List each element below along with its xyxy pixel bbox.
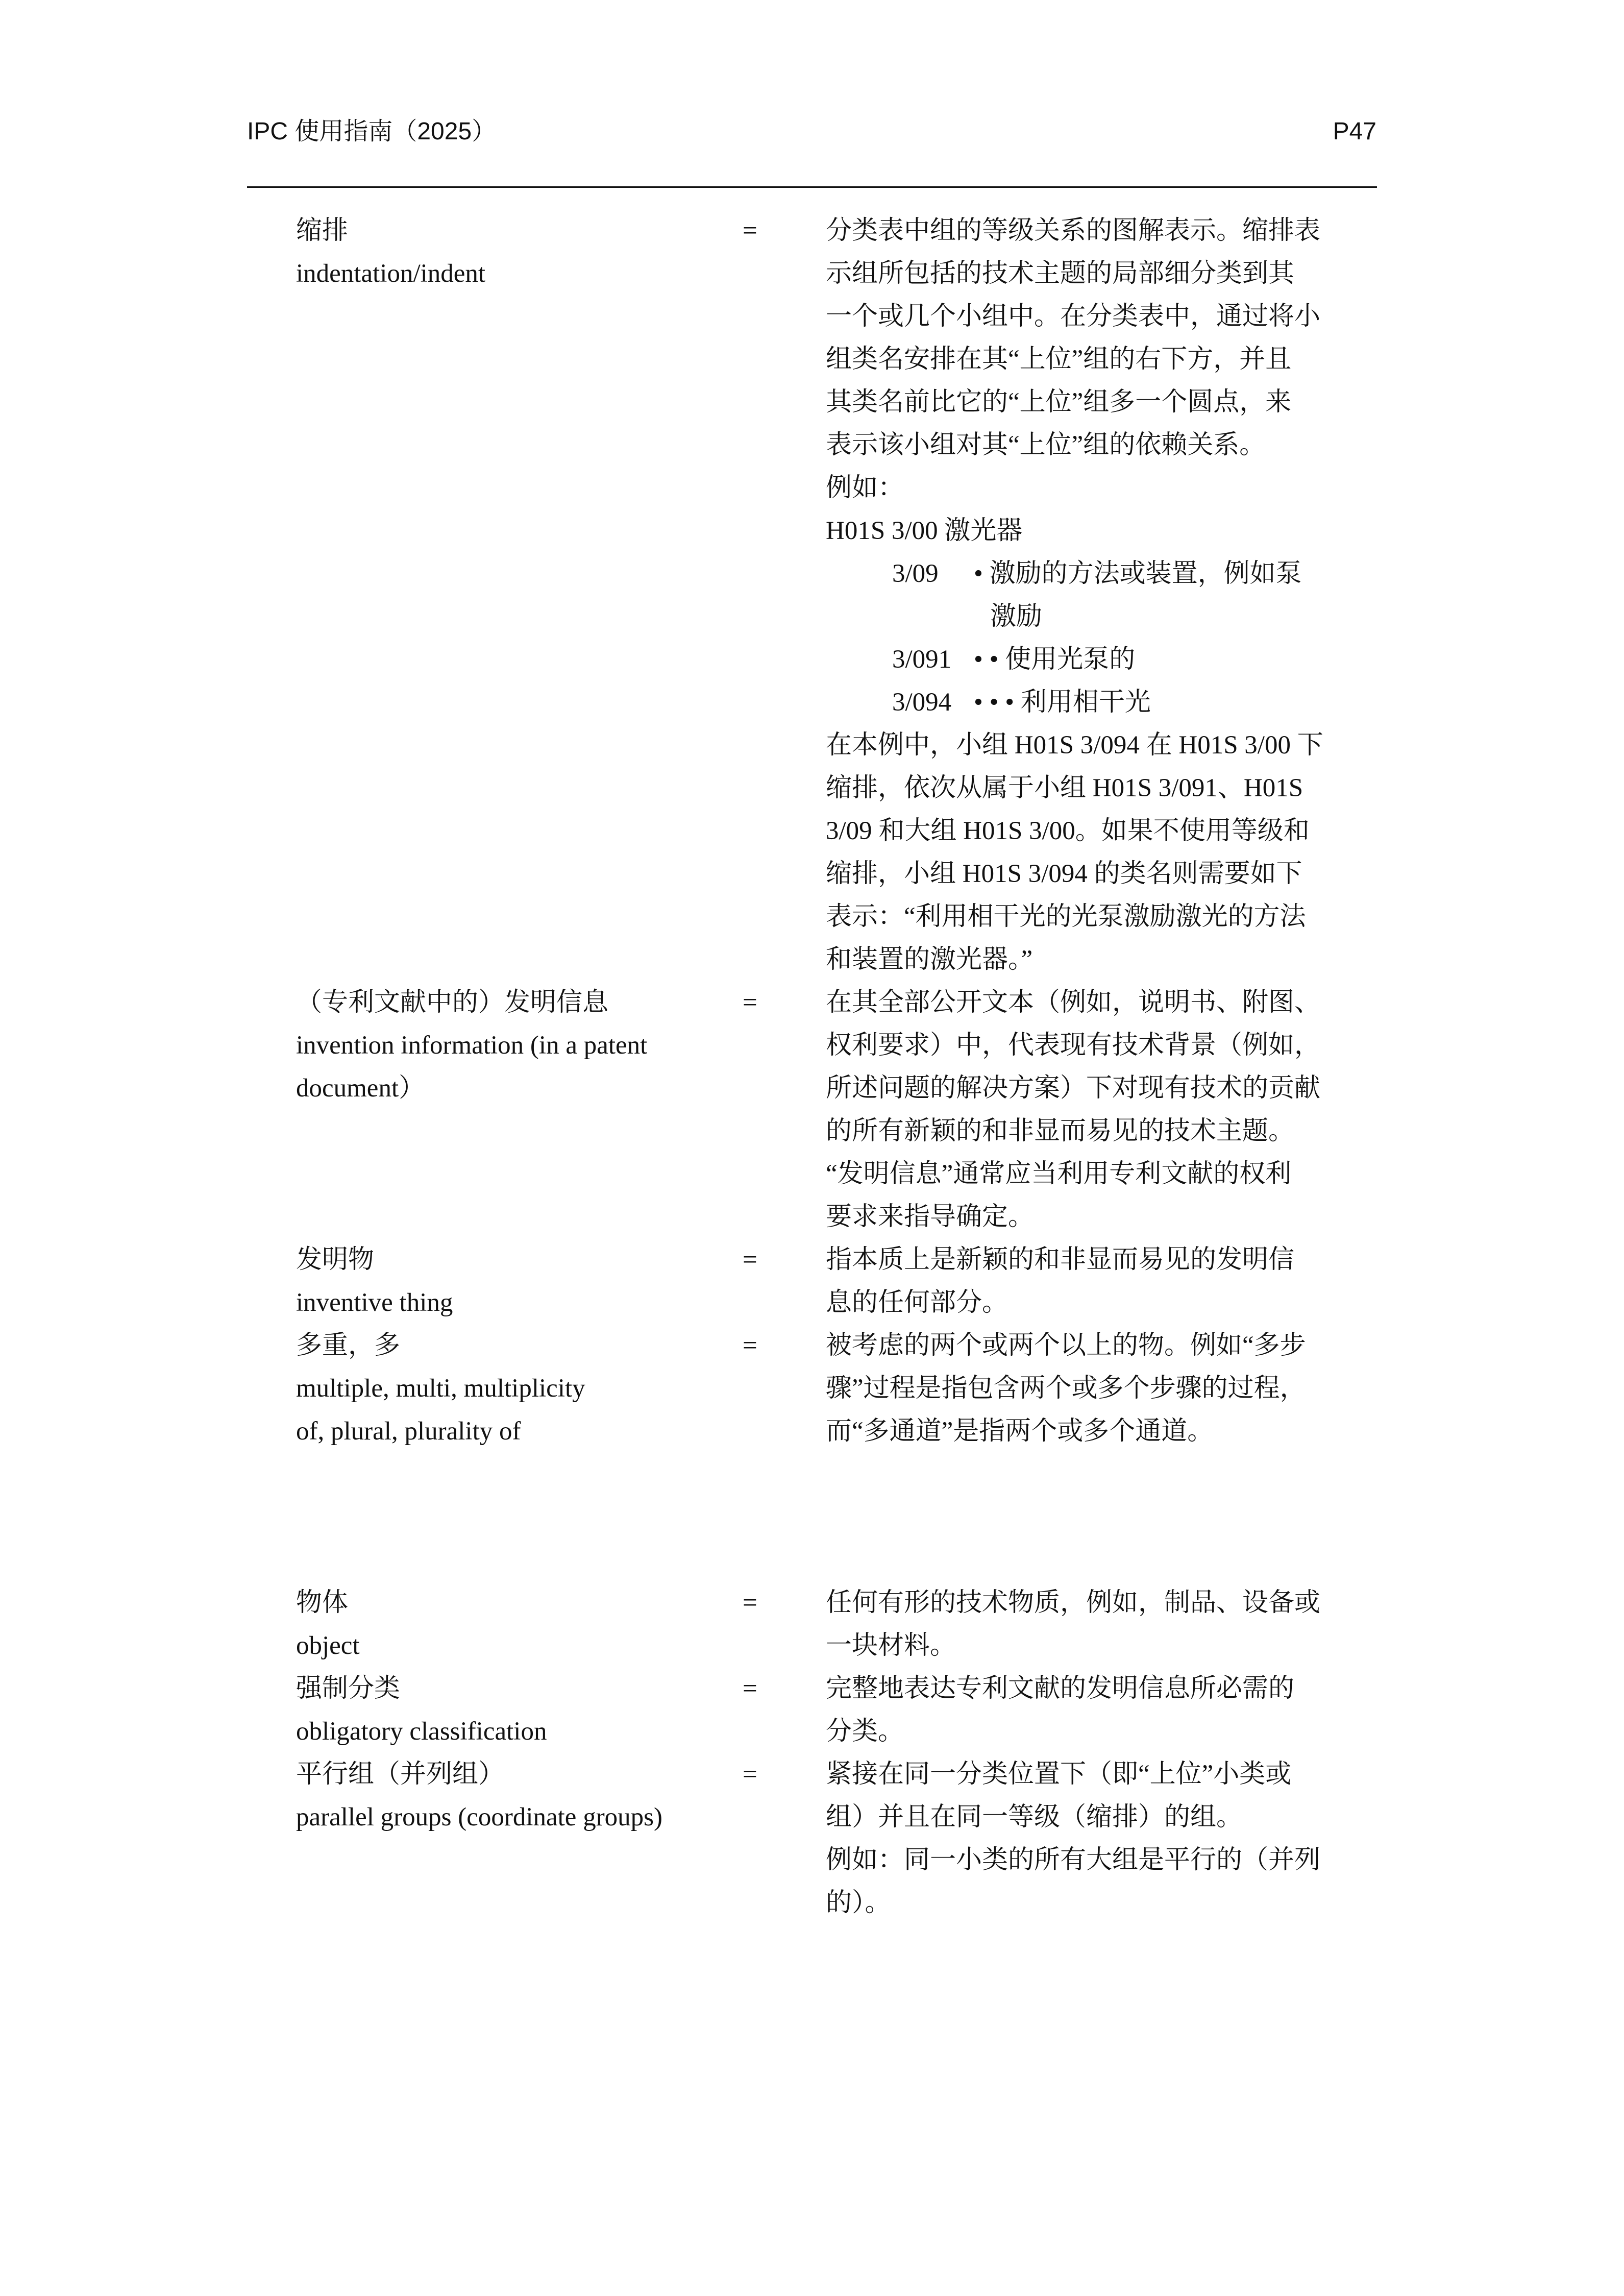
definition-line: 示组所包括的技术主题的局部细分类到其 (826, 259, 1295, 288)
definition-line: 分类。 (826, 1717, 904, 1746)
definition-line: 例如： (826, 474, 904, 502)
definition-line: 的）。 (826, 1889, 891, 1917)
definition-line: 缩排，依次从属于小组 H01S 3/091、H01S (826, 774, 1303, 802)
example-subgroup-title: • • • 利用相干光 (974, 688, 1151, 717)
definition-line: 要求来指导确定。 (826, 1203, 1035, 1231)
term-en: multiple, multi, multiplicity (296, 1374, 585, 1403)
term-cn: 发明物 (296, 1245, 375, 1274)
example-subgroup-code: 3/094 (892, 688, 952, 717)
definition-line: 的所有新颖的和非显而易见的技术主题。 (826, 1117, 1295, 1145)
definition-line: 指本质上是新颖的和非显而易见的发明信 (826, 1245, 1295, 1274)
definition-line: 例如：同一小类的所有大组是平行的（并列 (826, 1846, 1321, 1874)
term-en: of, plural, plurality of (296, 1417, 521, 1446)
term-cn: 物体 (296, 1589, 349, 1617)
header-rule (247, 186, 1377, 188)
equals-sign: = (743, 216, 757, 245)
definition-line: 权利要求）中，代表现有技术背景（例如， (826, 1031, 1321, 1060)
term-en: inventive thing (296, 1288, 453, 1317)
running-header-title: IPC 使用指南（2025） (247, 118, 497, 145)
term-en: object (296, 1631, 360, 1660)
example-subgroup-title: • 激励的方法或装置，例如泵 (974, 559, 1302, 588)
definition-line: 组类名安排在其“上位”组的右下方，并且 (826, 345, 1292, 374)
term-cn: 缩排 (296, 216, 349, 245)
equals-sign: = (743, 1331, 757, 1360)
definition-line: “发明信息”通常应当利用专利文献的权利 (826, 1160, 1292, 1188)
definition-line: 任何有形的技术物质，例如，制品、设备或 (826, 1589, 1321, 1617)
definition-line: 缩排，小组 H01S 3/094 的类名则需要如下 (826, 860, 1302, 888)
example-main-group: H01S 3/00 激光器 (826, 517, 1023, 545)
definition-line: 完整地表达专利文献的发明信息所必需的 (826, 1674, 1295, 1703)
equals-sign: = (743, 1674, 757, 1703)
definition-line: 分类表中组的等级关系的图解表示。缩排表 (826, 216, 1321, 245)
definition-line: 息的任何部分。 (826, 1288, 1008, 1317)
term-en: document） (296, 1074, 425, 1103)
definition-line: 而“多通道”是指两个或多个通道。 (826, 1417, 1214, 1446)
page-number: P47 (1333, 118, 1376, 145)
definition-line: 紧接在同一分类位置下（即“上位”小类或 (826, 1760, 1292, 1789)
term-en: obligatory classification (296, 1717, 547, 1746)
definition-line: 和装置的激光器。” (826, 945, 1033, 974)
definition-line: 在其全部公开文本（例如，说明书、附图、 (826, 988, 1321, 1017)
definition-line: 被考虑的两个或两个以上的物。例如“多步 (826, 1331, 1306, 1360)
definition-line: 组）并且在同一等级（缩排）的组。 (826, 1803, 1243, 1831)
equals-sign: = (743, 988, 757, 1017)
definition-line: 一块材料。 (826, 1631, 956, 1660)
equals-sign: = (743, 1245, 757, 1274)
definition-line: 其类名前比它的“上位”组多一个圆点，来 (826, 388, 1292, 417)
equals-sign: = (743, 1760, 757, 1789)
term-cn: 平行组（并列组） (296, 1760, 505, 1789)
term-en: parallel groups (coordinate groups) (296, 1803, 663, 1831)
term-cn: （专利文献中的）发明信息 (296, 988, 609, 1017)
term-cn: 强制分类 (296, 1674, 401, 1703)
example-subgroup-code: 3/091 (892, 645, 952, 674)
example-subgroup-title-cont: 激励 (990, 602, 1043, 631)
example-subgroup-title: • • 使用光泵的 (974, 645, 1136, 674)
example-subgroup-code: 3/09 (892, 559, 939, 588)
definition-line: 表示：“利用相干光的光泵激励激光的方法 (826, 902, 1306, 931)
definition-line: 一个或几个小组中。在分类表中，通过将小 (826, 302, 1321, 331)
definition-line: 3/09 和大组 H01S 3/00。如果不使用等级和 (826, 817, 1310, 845)
definition-line: 表示该小组对其“上位”组的依赖关系。 (826, 431, 1266, 459)
definition-line: 在本例中，小组 H01S 3/094 在 H01S 3/00 下 (826, 731, 1323, 760)
term-cn: 多重，多 (296, 1331, 401, 1360)
term-en: invention information (in a patent (296, 1031, 648, 1060)
equals-sign: = (743, 1589, 757, 1617)
term-en: indentation/indent (296, 259, 486, 288)
definition-line: 所述问题的解决方案）下对现有技术的贡献 (826, 1074, 1321, 1103)
definition-line: 骤”过程是指包含两个或多个步骤的过程， (826, 1374, 1306, 1403)
